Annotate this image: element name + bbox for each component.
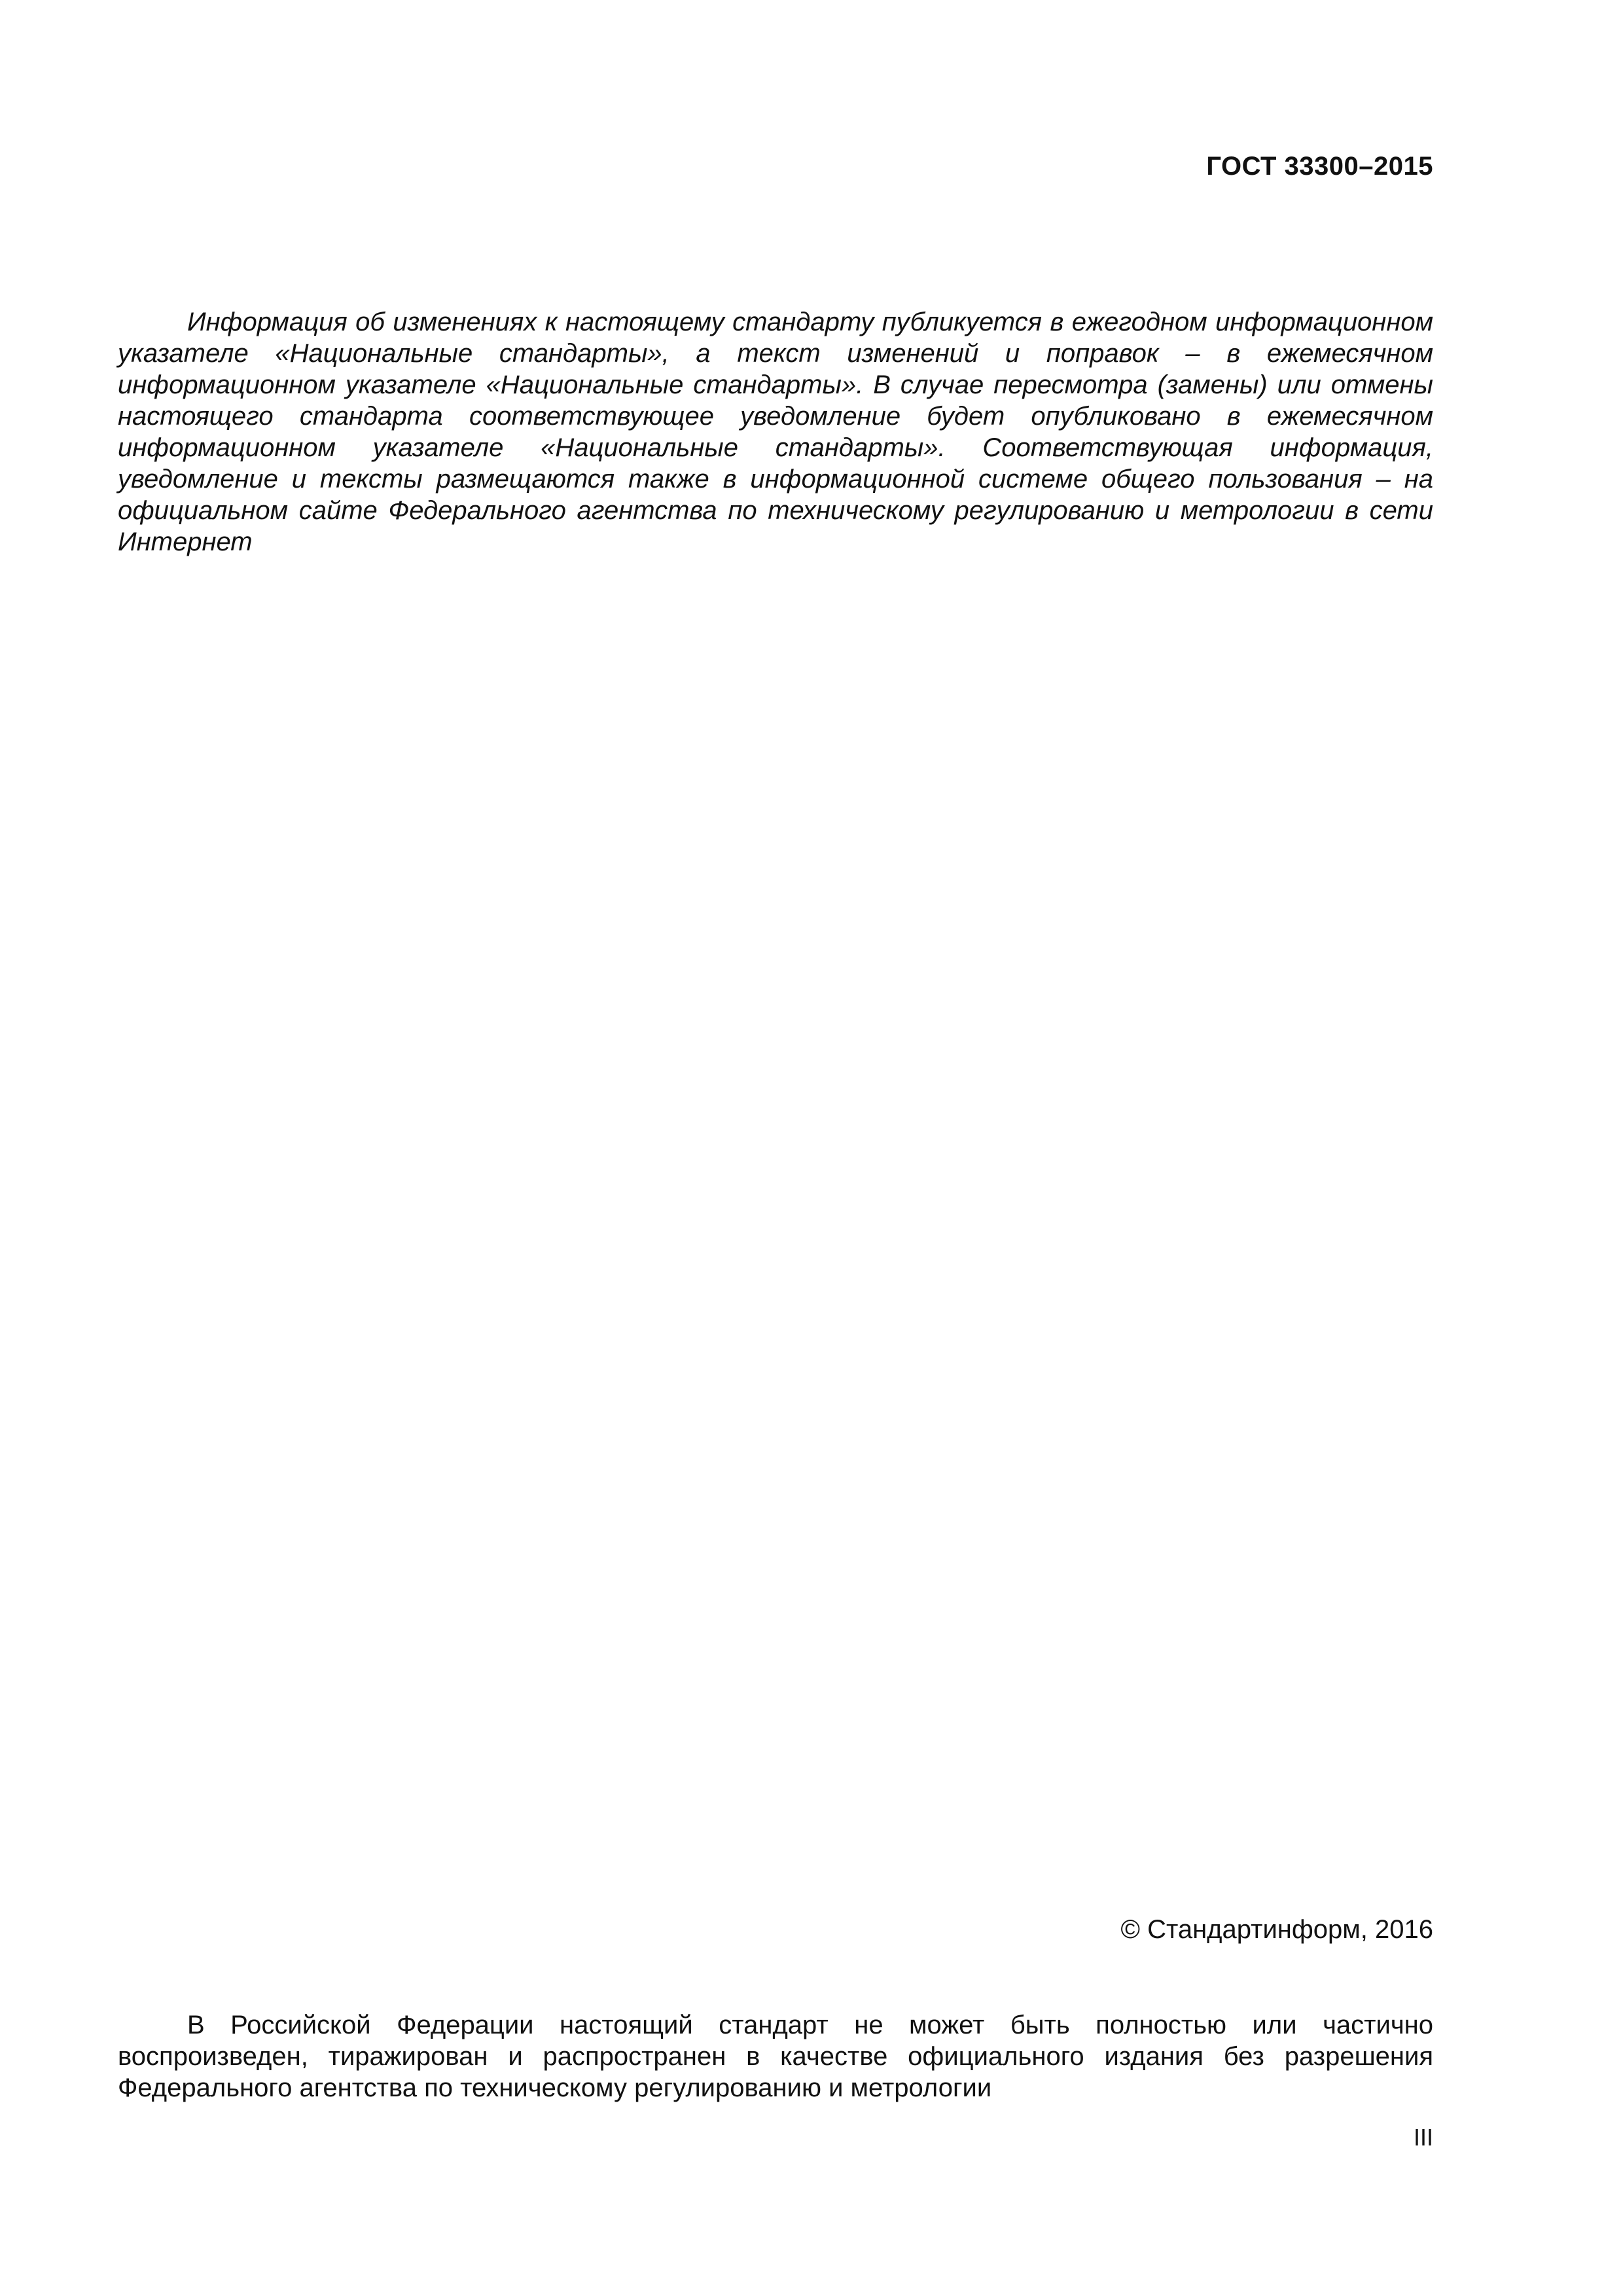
copyright-notice: © Стандартинформ, 2016 [1120,1915,1433,1944]
page-number: III [1413,2124,1433,2151]
document-code-header: ГОСТ 33300–2015 [1206,152,1433,181]
reproduction-rights-paragraph: В Российской Федерации настоящий стандарт не может быть полностью или частично воспроизведен, тиражирован и распространен в качестве официального издания без разрешения Федерального агентства по техническому регулированию и метрологии [118,2011,1433,2102]
amendments-info-paragraph: Информация об изменениях к настоящему стандарту публикуется в ежегодном информационном указателе «Национальные стандарты», а текст изменений и поправок – в ежемесячном информационном указателе «Национальные стандарты». В случае пересмотра (замены) или отмены настоящего стандарта соответствующее уведомление будет опубликовано в ежемесячном информационном указателе «Национальные стандарты». Соответствующая информация, уведомление и тексты размещаются также в информационной системе общего пользования – на официальном сайте Федерального агентства по техническому регулированию и метрологии в сети Интернет [118,308,1433,556]
